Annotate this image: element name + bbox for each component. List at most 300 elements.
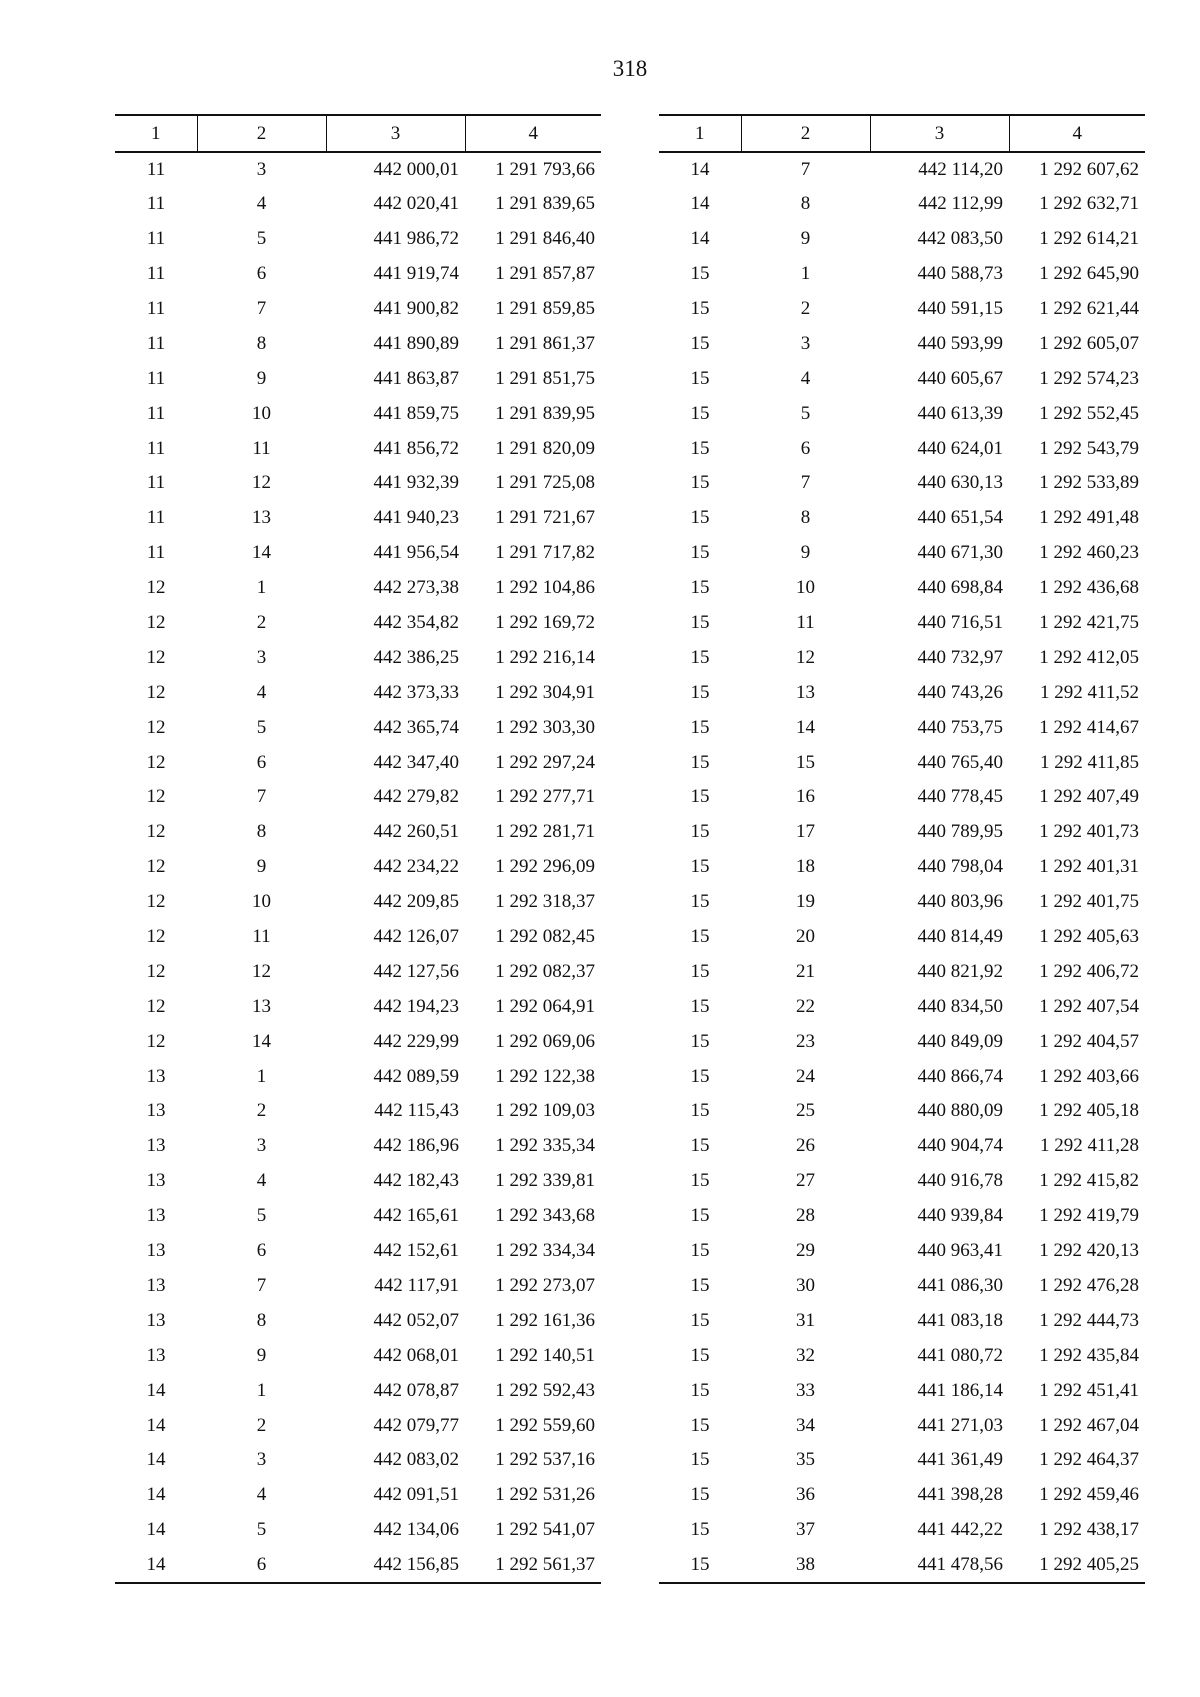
coordinate-y: 1 292 069,06 (495, 1030, 595, 1052)
table-row (659, 326, 1145, 361)
coordinate-y: 1 292 334,34 (495, 1240, 595, 1262)
point-number: 12 (252, 960, 271, 982)
table-row (115, 222, 601, 257)
point-number: 13 (796, 681, 815, 703)
table-row (115, 396, 601, 431)
table-row (659, 1513, 1145, 1548)
coordinate-x: 441 478,56 (870, 1548, 1009, 1583)
point-number: 12 (252, 472, 271, 494)
point-number: 6 (256, 751, 267, 773)
point-number: 9 (256, 367, 267, 389)
contour-number: 15 (690, 542, 710, 564)
table-row (115, 1164, 601, 1199)
point-number: 37 (796, 1519, 815, 1541)
contour-number: 15 (690, 681, 710, 703)
point-number: 11 (252, 926, 271, 948)
table-body (659, 152, 1145, 1583)
point-number: 33 (796, 1379, 815, 1401)
contour-number: 11 (146, 332, 166, 354)
point-number: 36 (796, 1484, 815, 1506)
coordinate-y: 1 292 632,71 (1039, 193, 1139, 215)
contour-number: 15 (690, 716, 710, 738)
contour-number: 11 (146, 472, 166, 494)
table-row (115, 1338, 601, 1373)
table-row (659, 431, 1145, 466)
contour-number: 15 (690, 1030, 710, 1052)
table-row (115, 1199, 601, 1234)
table-row (659, 1408, 1145, 1443)
contour-number: 15 (690, 821, 710, 843)
point-number: 1 (256, 1379, 267, 1401)
coordinate-y: 1 292 467,04 (1039, 1414, 1139, 1436)
table-row (659, 1303, 1145, 1338)
coordinate-x: 442 089,59 (373, 1065, 459, 1087)
table-row (659, 1269, 1145, 1304)
point-number: 1 (256, 1065, 267, 1087)
contour-number: 11 (146, 263, 166, 285)
coordinate-x: 440 716,51 (917, 612, 1003, 634)
point-number: 8 (256, 332, 267, 354)
coordinate-x: 440 613,39 (917, 402, 1003, 424)
point-number: 30 (796, 1274, 815, 1296)
coordinate-x: 440 651,54 (917, 507, 1003, 529)
contour-number: 11 (146, 193, 166, 215)
table-row (115, 466, 601, 501)
contour-number: 12 (146, 926, 166, 948)
coordinate-y: 1 292 435,84 (1039, 1344, 1139, 1366)
coordinate-y: 1 292 216,14 (495, 646, 595, 668)
point-number: 6 (800, 437, 811, 459)
table-row (659, 989, 1145, 1024)
coordinate-y: 1 292 645,90 (1039, 263, 1139, 285)
contour-number: 11 (146, 228, 166, 250)
coordinate-y: 1 292 405,18 (1039, 1100, 1139, 1122)
table-header (659, 115, 1145, 152)
table-row (115, 536, 601, 571)
contour-number: 14 (690, 158, 710, 180)
contour-number: 11 (146, 367, 166, 389)
coordinate-x: 442 052,07 (373, 1309, 459, 1331)
table-row (115, 1513, 601, 1548)
coordinate-x: 442 354,82 (373, 612, 459, 634)
coordinate-y: 1 292 476,28 (1039, 1274, 1139, 1296)
point-number: 1 (256, 577, 267, 599)
table-row (659, 1373, 1145, 1408)
contour-number: 12 (146, 995, 166, 1017)
table-row (115, 850, 601, 885)
table-row (115, 920, 601, 955)
coordinate-y: 1 292 401,75 (1039, 891, 1139, 913)
coordinate-x: 442 229,99 (373, 1030, 459, 1052)
point-number: 14 (252, 1030, 271, 1052)
point-number: 11 (796, 612, 815, 634)
coordinate-x: 442 279,82 (373, 786, 459, 808)
table-row (115, 1373, 601, 1408)
table-row (115, 1094, 601, 1129)
coordinate-y: 1 292 281,71 (495, 821, 595, 843)
coordinate-y: 1 292 414,67 (1039, 716, 1139, 738)
point-number: 8 (256, 821, 267, 843)
coordinate-x: 442 260,51 (373, 821, 459, 843)
coordinate-y: 1 292 614,21 (1039, 228, 1139, 250)
coordinate-x: 440 605,67 (917, 367, 1003, 389)
coordinate-x: 440 778,45 (917, 786, 1003, 808)
table-row (115, 954, 601, 989)
contour-number: 14 (115, 1548, 197, 1583)
point-number: 21 (796, 960, 815, 982)
coordinate-x: 440 789,95 (917, 821, 1003, 843)
table-row (115, 675, 601, 710)
coordinate-x: 442 365,74 (373, 716, 459, 738)
table-row (659, 536, 1145, 571)
point-number: 7 (256, 786, 267, 808)
contour-number: 12 (146, 646, 166, 668)
coordinate-y: 1 291 721,67 (495, 507, 595, 529)
contour-number: 13 (146, 1065, 166, 1087)
point-number: 2 (256, 1414, 267, 1436)
coordinate-y: 1 292 552,45 (1039, 402, 1139, 424)
table-row (659, 501, 1145, 536)
point-number: 6 (256, 263, 267, 285)
header-col-1: 1 (659, 115, 741, 152)
table-row (115, 710, 601, 745)
coordinate-y: 1 292 401,31 (1039, 856, 1139, 878)
contour-number: 12 (146, 786, 166, 808)
table-row (659, 1548, 1145, 1583)
contour-number: 13 (146, 1344, 166, 1366)
coordinate-x: 441 919,74 (373, 263, 459, 285)
contour-number: 13 (146, 1135, 166, 1157)
point-number: 9 (800, 228, 811, 250)
point-number: 6 (197, 1548, 326, 1583)
point-number: 5 (256, 716, 267, 738)
point-number: 27 (796, 1170, 815, 1192)
point-number: 11 (252, 437, 271, 459)
coordinate-x: 442 020,41 (373, 193, 459, 215)
coordinate-y: 1 292 592,43 (495, 1379, 595, 1401)
point-number: 25 (796, 1100, 815, 1122)
coordinate-y: 1 292 559,60 (495, 1414, 595, 1436)
table-row (115, 1548, 601, 1583)
table-row (115, 431, 601, 466)
table-row (659, 396, 1145, 431)
point-number: 32 (796, 1344, 815, 1366)
coordinate-y: 1 292 436,68 (1039, 577, 1139, 599)
contour-number: 15 (690, 577, 710, 599)
coordinate-x: 441 361,49 (917, 1449, 1003, 1471)
coordinate-y: 1 292 460,23 (1039, 542, 1139, 564)
contour-number: 15 (690, 856, 710, 878)
coordinate-x: 440 834,50 (917, 995, 1003, 1017)
table-row (659, 1443, 1145, 1478)
coordinate-x: 442 000,01 (373, 158, 459, 180)
contour-number: 13 (146, 1309, 166, 1331)
contour-number: 12 (146, 960, 166, 982)
coordinate-x: 440 963,41 (917, 1240, 1003, 1262)
coordinate-y: 1 292 621,44 (1039, 298, 1139, 319)
contour-number: 15 (690, 1379, 710, 1401)
table-row (115, 885, 601, 920)
point-number: 10 (252, 402, 271, 424)
coordinate-y: 1 292 339,81 (495, 1170, 595, 1192)
table-row (659, 675, 1145, 710)
point-number: 2 (256, 612, 267, 634)
coordinate-x: 442 078,87 (373, 1379, 459, 1401)
contour-number: 13 (146, 1170, 166, 1192)
point-number: 31 (796, 1309, 815, 1331)
coordinate-x: 440 814,49 (917, 926, 1003, 948)
contour-number: 15 (690, 1449, 710, 1471)
contour-number: 15 (690, 332, 710, 354)
point-number: 24 (796, 1065, 815, 1087)
contour-number: 15 (690, 402, 710, 424)
contour-number: 12 (146, 1030, 166, 1052)
point-number: 5 (256, 1205, 267, 1227)
point-number: 19 (796, 891, 815, 913)
coordinate-y: 1 292 438,17 (1039, 1519, 1139, 1541)
coordinate-y: 1 292 273,07 (495, 1274, 595, 1296)
coordinate-y: 1 292 122,38 (495, 1065, 595, 1087)
coordinate-y: 1 292 491,48 (1039, 507, 1139, 529)
coordinate-x: 442 115,43 (374, 1100, 459, 1122)
coordinate-y: 1 291 725,08 (495, 472, 595, 494)
table-row (115, 780, 601, 815)
coordinate-y: 1 292 574,23 (1039, 367, 1139, 389)
coordinate-x: 442 117,91 (374, 1274, 459, 1296)
point-number: 29 (796, 1240, 815, 1262)
coordinate-y: 1 292 607,62 (1039, 158, 1139, 180)
coordinate-x: 442 209,85 (373, 891, 459, 913)
table-row (115, 640, 601, 675)
table-row (115, 745, 601, 780)
coordinate-x: 442 083,50 (917, 228, 1003, 250)
table-row (115, 1408, 601, 1443)
coordinate-x: 442 114,20 (918, 158, 1003, 180)
contour-number: 15 (690, 786, 710, 808)
contour-number: 15 (690, 751, 710, 773)
coordinate-x: 442 091,51 (373, 1484, 459, 1506)
page-number: 318 (612, 56, 648, 81)
point-number: 5 (256, 228, 267, 250)
table-row (659, 606, 1145, 641)
contour-number: 15 (690, 1309, 710, 1331)
coordinate-y: 1 292 533,89 (1039, 472, 1139, 494)
coordinate-y: 1 292 561,37 (465, 1548, 601, 1583)
point-number: 3 (256, 1449, 267, 1471)
point-number: 2 (800, 298, 811, 319)
point-number: 14 (252, 542, 271, 564)
contour-number: 15 (659, 1548, 741, 1583)
contour-number: 15 (690, 437, 710, 459)
contour-number: 13 (146, 1274, 166, 1296)
coordinate-x: 441 080,72 (917, 1344, 1003, 1366)
contour-number: 11 (146, 542, 166, 564)
coordinate-x: 441 398,28 (917, 1484, 1003, 1506)
contour-number: 11 (146, 437, 166, 459)
coordinate-y: 1 292 064,91 (495, 995, 595, 1017)
coordinate-x: 441 859,75 (373, 402, 459, 424)
table-row (659, 1199, 1145, 1234)
point-number: 3 (256, 646, 267, 668)
point-number: 17 (796, 821, 815, 843)
contour-number: 15 (690, 1344, 710, 1366)
coordinate-table-right (659, 114, 1145, 1584)
table-row (115, 361, 601, 396)
coordinate-x: 442 194,23 (373, 995, 459, 1017)
header-col-4: 4 (1009, 115, 1145, 152)
coordinate-x: 440 866,74 (917, 1065, 1003, 1087)
table-row (115, 1478, 601, 1513)
contour-number: 13 (146, 1205, 166, 1227)
coordinate-y: 1 292 297,24 (495, 751, 595, 773)
coordinate-x: 440 593,99 (917, 332, 1003, 354)
coordinate-y: 1 291 861,37 (495, 332, 595, 354)
contour-number: 15 (690, 1135, 710, 1157)
point-number: 7 (800, 158, 811, 180)
contour-number: 14 (146, 1449, 166, 1471)
point-number: 1 (800, 263, 811, 285)
coordinate-y: 1 292 277,71 (495, 786, 595, 808)
contour-number: 15 (690, 646, 710, 668)
coordinate-y: 1 292 415,82 (1039, 1170, 1139, 1192)
coordinate-y: 1 292 451,41 (1039, 1379, 1139, 1401)
contour-number: 15 (690, 263, 710, 285)
header-col-1: 1 (115, 115, 197, 152)
coordinate-y: 1 291 857,87 (495, 263, 595, 285)
contour-number: 14 (690, 193, 710, 215)
contour-number: 14 (146, 1379, 166, 1401)
coordinate-x: 441 940,23 (373, 507, 459, 529)
table-row (115, 187, 601, 222)
contour-number: 12 (146, 891, 166, 913)
coordinate-y: 1 292 335,34 (495, 1135, 595, 1157)
table-row (115, 1234, 601, 1269)
table-row (115, 571, 601, 606)
coordinate-x: 442 386,25 (373, 646, 459, 668)
contour-number: 12 (146, 681, 166, 703)
coordinate-x: 441 932,39 (373, 472, 459, 494)
coordinate-y: 1 292 411,85 (1039, 751, 1139, 773)
coordinate-y: 1 292 421,75 (1039, 612, 1139, 634)
table-row (115, 1303, 601, 1338)
point-number: 2 (256, 1100, 267, 1122)
contour-number: 15 (690, 1205, 710, 1227)
table-row (659, 885, 1145, 920)
coordinate-y: 1 292 459,46 (1039, 1484, 1139, 1506)
coordinate-x: 442 083,02 (373, 1449, 459, 1471)
table-row (115, 1059, 601, 1094)
coordinate-y: 1 292 404,57 (1039, 1030, 1139, 1052)
contour-number: 15 (690, 367, 710, 389)
table-row (659, 780, 1145, 815)
contour-number: 15 (690, 1240, 710, 1262)
table-row (659, 1129, 1145, 1164)
coordinate-x: 442 186,96 (373, 1135, 459, 1157)
point-number: 8 (800, 193, 811, 215)
table-row (115, 1269, 601, 1304)
coordinate-x: 441 271,03 (917, 1414, 1003, 1436)
table-row (659, 745, 1145, 780)
point-number: 28 (796, 1205, 815, 1227)
table-row (115, 1443, 601, 1478)
coordinate-x: 441 086,30 (917, 1274, 1003, 1296)
coordinate-x: 442 079,77 (373, 1414, 459, 1436)
contour-number: 13 (146, 1240, 166, 1262)
table-row (659, 1059, 1145, 1094)
coordinate-y: 1 291 851,75 (495, 367, 595, 389)
contour-number: 15 (690, 298, 710, 319)
coordinate-x: 440 698,84 (917, 577, 1003, 599)
coordinate-y: 1 292 109,03 (495, 1100, 595, 1122)
contour-number: 12 (146, 577, 166, 599)
point-number: 4 (256, 681, 267, 703)
coordinate-x: 442 373,33 (373, 681, 459, 703)
contour-number: 12 (146, 821, 166, 843)
coordinate-y: 1 291 717,82 (495, 542, 595, 564)
coordinate-y: 1 292 304,91 (495, 681, 595, 703)
coordinate-x: 440 916,78 (917, 1170, 1003, 1192)
table-row (115, 1129, 601, 1164)
point-number: 9 (256, 856, 267, 878)
coordinate-y: 1 291 859,85 (495, 298, 595, 319)
coordinate-y: 1 292 140,51 (495, 1344, 595, 1366)
coordinate-x: 442 126,07 (373, 926, 459, 948)
point-number: 10 (252, 891, 271, 913)
point-number: 7 (256, 1274, 267, 1296)
coordinate-x: 440 821,92 (917, 960, 1003, 982)
table-row (115, 606, 601, 641)
coordinate-x: 441 900,82 (373, 298, 459, 319)
coordinate-y: 1 292 411,28 (1039, 1135, 1139, 1157)
table-row (659, 292, 1145, 327)
header-col-2: 2 (197, 115, 326, 152)
point-number: 35 (796, 1449, 815, 1471)
table-row (659, 850, 1145, 885)
coordinate-y: 1 292 403,66 (1039, 1065, 1139, 1087)
coordinate-y: 1 291 820,09 (495, 437, 595, 459)
table-row (115, 326, 601, 361)
coordinate-y: 1 292 082,37 (495, 960, 595, 982)
coordinate-y: 1 292 401,73 (1039, 821, 1139, 843)
table-row (659, 361, 1145, 396)
table-row (659, 1478, 1145, 1513)
point-number: 26 (796, 1135, 815, 1157)
coordinate-y: 1 292 407,54 (1039, 995, 1139, 1017)
coordinate-x: 440 939,84 (917, 1205, 1003, 1227)
coordinate-y: 1 292 444,73 (1039, 1309, 1139, 1331)
coordinate-y: 1 292 464,37 (1039, 1449, 1139, 1471)
header-col-2: 2 (741, 115, 870, 152)
coordinate-x: 441 986,72 (373, 228, 459, 250)
coordinate-x: 441 956,54 (373, 542, 459, 564)
table-row (659, 1234, 1145, 1269)
coordinate-x: 440 630,13 (917, 472, 1003, 494)
contour-number: 15 (690, 1065, 710, 1087)
coordinate-x: 442 156,85 (326, 1548, 465, 1583)
header-col-3: 3 (326, 115, 465, 152)
point-number: 15 (796, 751, 815, 773)
table-row (115, 152, 601, 187)
point-number: 23 (796, 1030, 815, 1052)
coordinate-x: 442 273,38 (373, 577, 459, 599)
coordinate-y: 1 291 839,95 (495, 402, 595, 424)
contour-number: 15 (690, 1100, 710, 1122)
coordinate-y: 1 292 411,52 (1039, 681, 1139, 703)
point-number: 13 (252, 507, 271, 529)
table-row (659, 920, 1145, 955)
point-number: 3 (256, 1135, 267, 1157)
contour-number: 15 (690, 926, 710, 948)
